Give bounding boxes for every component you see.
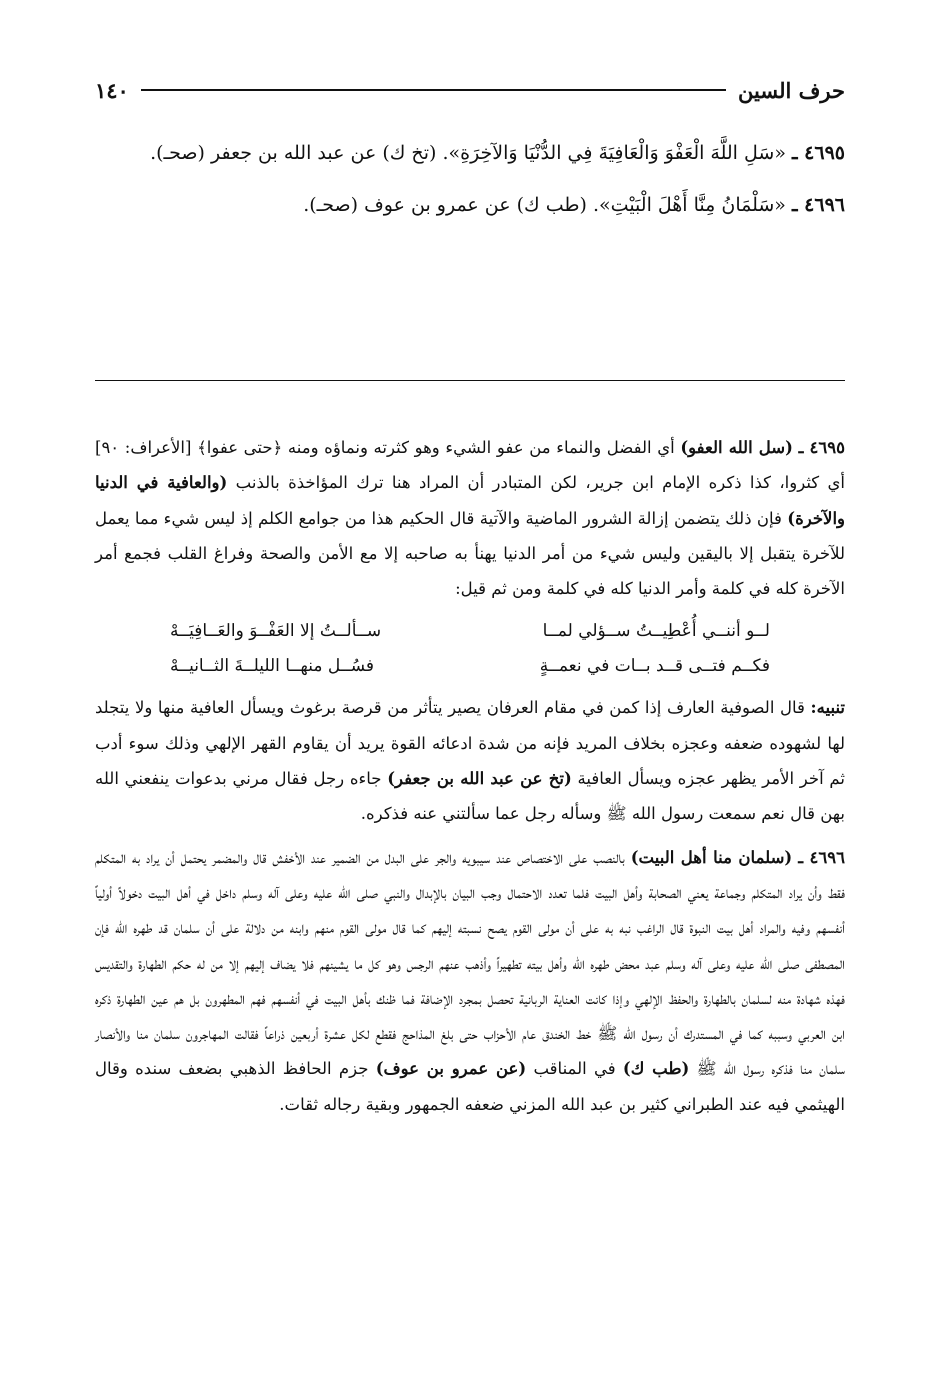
paragraph-gap: [95, 832, 845, 840]
running-head: [95, 68, 845, 112]
hadith-matn: «سَلِ اللَّهَ الْعَفْوَ وَالْعَافِيَةَ فِي الدُّنْيَا وَالآخِرَةِ».: [442, 142, 786, 164]
hadith-matn: «سَلْمَانُ مِنَّا أَهْلَ الْبَيْتِ».: [593, 194, 786, 216]
hadith-4695: [95, 130, 845, 176]
poem: [95, 614, 845, 684]
page-number: ١٤٠: [95, 77, 129, 103]
tanbih-note: [95, 690, 845, 831]
poem-verse: [95, 649, 845, 684]
commentary-text: جاءه رجل فقال مرني بدعوات ينفعني الله بهن قال نعم سمعت رسول الله ﷺ وسأله رجل عما سألتني عنه فذكره.: [95, 769, 845, 824]
hadith-4696: [95, 182, 845, 228]
hadith-texts: [95, 130, 845, 234]
commentary-text: في المناقب: [533, 1059, 616, 1079]
footnote-divider: [95, 380, 845, 381]
commentary-lemma: (سلمان منا أهل البيت): [630, 847, 793, 867]
hadith-number: ٤٦٩٥ ـ: [791, 142, 845, 164]
hadith-source: (طب ك) عن عمرو بن عوف (صحـ).: [303, 194, 587, 216]
poem-hemistich-second: ســألــتُ إلا العَفْــوَ والعَــافِيَــهْ: [170, 621, 382, 642]
commentary-lemma: (سل الله العفو): [680, 438, 793, 457]
commentary-text: جزم الحافظ الذهبي بضعف سنده وقال الهيثمي فيه عند الطبراني كثير بن عبد الله المزني ضعفه الجمهور وبقية رجاله ثقات.: [95, 1059, 845, 1114]
tanbih-label: تنبيه:: [810, 698, 846, 718]
commentary: [95, 430, 845, 1122]
poem-hemistich-first: فكــم فتــى قــد بــات في نعمــةٍ: [539, 656, 770, 677]
poem-hemistich-first: لــو أننــي أُعْطِيــتُ ســؤلي لمــا: [542, 621, 770, 642]
commentary-lemma: (عن عمرو بن عوف): [375, 1059, 527, 1079]
header-rule: [141, 89, 726, 91]
poem-hemistich-second: فسُــل منهــا الليلــةَ الثــانيــهْ: [170, 656, 375, 677]
chapter-title: حرف السين: [738, 77, 845, 103]
poem-verse: [95, 614, 845, 649]
commentary-text: أي الفضل والنماء من عفو الشيء وهو كثرته ونماؤه ومنه ﴿حتى عفوا﴾ [الأعراف: ٩٠] أي كثروا، كذا ذكره الإمام ابن جرير، لكن المتبادر أن المراد هنا ترك المؤاخذة بالذنب: [95, 438, 846, 493]
hadith-number: ٤٦٩٦ ـ: [791, 194, 845, 216]
page: [95, 68, 845, 1358]
commentary-lemma: (طب ك): [622, 1059, 690, 1079]
commentary-text: فإن ذلك يتضمن إزالة الشرور الماضية والآتية قال الحكيم هذا من جوامع الكلم إذ ليس شيء مما يعمل للآخرة يتقبل إلا باليقين وليس شيء من أمر الدنيا يهنأ به صاحبه إلا مع الأمن والصحة وفراغ القلب فجمع أمر الآخرة كله في كلمة وأمر الدنيا كله في كلمة ومن ثم قيل:: [95, 508, 845, 599]
commentary-4695: [95, 430, 845, 606]
commentary-number: ٤٦٩٦ ـ: [798, 847, 845, 867]
commentary-4696: [95, 840, 845, 1122]
commentary-text: قال الصوفية العارف إذا كمن في مقام العرفان يصير يتأثر من قرصة برغوث ويسأل العافية منها ولا يتجلد لها لشهوده ضعفه وعجزه بخلاف المريد فإنه من شدة ادعائه القوة يريد أن يقاوم القهر الإلهي وذلك سوء أدب ثم آخر الأمر يظهر عجزه ويسأل العافية: [95, 698, 845, 789]
commentary-lemma: (تخ عن عبد الله بن جعفر): [387, 769, 572, 789]
commentary-text: بالنصب على الاختصاص عند سيبويه والجر على البدل من الضمير عند الأخفش قال والمضمر يحتمل أن يراد به المتكلم فقط وأن يراد المتكلم وجماعة يعني الصحابة وأهل البيت فلما تعدد الاحتمال وجب البيان بالإبدال والنبي صلى الله عليه وعلى آله وسلم داخل في أهل البيت دخولاً أولياً أنفسهم وفيه والمراد أهل بيت النبوة قال الراغب نبه به على أن مولى القوم يصح نسبته إليهم كما قال مولى القوم منهم وابنه من دلالة على أن سلمان قد طهره الله فإن المصطفى صلى الله عليه وعلى آله وسلم عبد محض طهره الله وأهل بيته تطهيراً وأذهب عنهم الرجس وهو كل ما يشينهم فلا يضاف إليهم إلا من له حكم الطهارة والتقديس فهذه شهادة منه لسلمان بالطهارة والحفظ الإلهي وإذا كانت العناية الربانية تحصل بمجرد الإضافة فما ظنك بأهل البيت في أنفسهم فهم المطهرون بل هم عين الطهارة ذكره ابن العربي وسببه كما في المستدرك أن رسول الله ﷺ خط الخندق عام الأحزاب حتى بلغ المذاحج فقطع لكل عشرة أربعين ذراعاً فقالت المهاجرون سلمان منا والأنصار سلمان منا فذكره رسول الله ﷺ: [95, 847, 846, 1079]
hadith-source: (تخ ك) عن عبد الله بن جعفر (صحـ).: [150, 142, 437, 164]
commentary-lemma: (والعافية في الدنيا والآخرة): [95, 473, 845, 528]
commentary-number: ٤٦٩٥ ـ: [798, 438, 845, 457]
